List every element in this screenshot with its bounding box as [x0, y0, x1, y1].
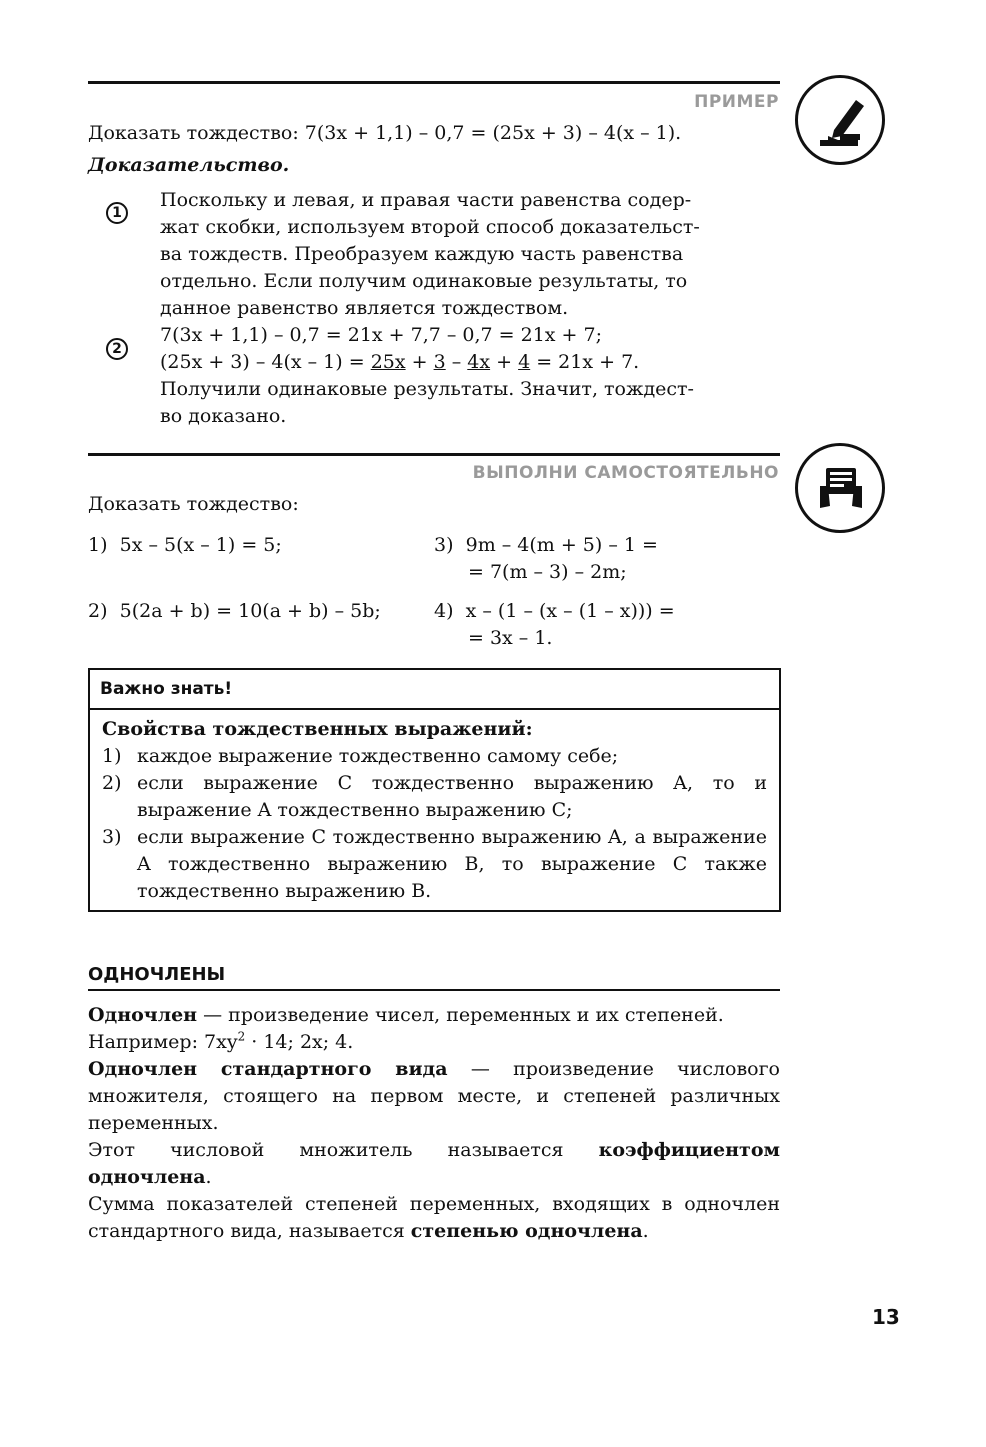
important-item [102, 743, 767, 770]
section-heading-rule [88, 989, 780, 991]
underlined-term: 3 [433, 351, 446, 373]
step-2-mark: 2 [106, 338, 128, 360]
exercise-expression: x – (1 – (x – (1 – x))) = [465, 600, 675, 622]
operator: + [490, 351, 519, 373]
operator: – [445, 351, 468, 373]
important-item [102, 770, 767, 824]
step-1-line: жат скобки, используем второй способ доказательст- [160, 216, 700, 238]
exercise-2 [88, 598, 381, 625]
underlined-term: 4x [467, 351, 491, 373]
definition-text: — произведение чисел, переменных и их степеней. [197, 1004, 724, 1026]
exercise-expression: 5x – 5(x – 1) = 5; [119, 534, 282, 556]
item-text: если выражение C тождественно выражению A, а выражение A тождественно выражению B, то выражение C также тождественно выражению B. [137, 826, 767, 902]
step-2-line-4: во доказано. [160, 405, 287, 427]
section-heading: ОДНОЧЛЕНЫ [88, 964, 226, 985]
operator: + [405, 351, 434, 373]
selfwork-task: Доказать тождество: [88, 493, 299, 515]
definition-degree [88, 1191, 780, 1245]
step-2-line-3: Получили одинаковые результаты. Значит, тождест- [160, 378, 694, 400]
important-item [102, 824, 767, 905]
item-number: 2) [102, 772, 122, 794]
example-text: · 14; 2x; 4. [245, 1031, 354, 1053]
proof-label: Доказательство. [88, 154, 290, 176]
term: Одночлен [88, 1004, 198, 1026]
exercise-expression: 9m – 4(m + 5) – 1 = [465, 534, 658, 556]
exercise-number: 2) [88, 600, 108, 622]
example-text: Например: 7xy [88, 1031, 238, 1053]
step-1-text [160, 187, 768, 322]
step-1-mark: 1 [106, 202, 128, 224]
step-2-line-1: 7(3x + 1,1) – 0,7 = 21x + 7,7 – 0,7 = 21x + 7; [160, 324, 603, 346]
exercise-expression: 5(2a + b) = 10(a + b) – 5b; [119, 600, 381, 622]
step-2-eq-result: = 21x + 7. [530, 351, 640, 373]
definition-standard-form [88, 1056, 780, 1137]
step-1-line: данное равенство является тождеством. [160, 297, 569, 319]
pencil-icon [795, 75, 885, 165]
step-2-text [160, 322, 768, 430]
important-title: Свойства тождественных выражений: [102, 718, 533, 740]
item-number: 1) [102, 745, 122, 767]
tablet-hands-icon [795, 443, 885, 533]
exercise-number: 1) [88, 534, 108, 556]
monomial-example [88, 1029, 780, 1056]
term: коэффициентом одночлена [88, 1139, 780, 1188]
important-box [88, 668, 781, 912]
step-2-line-2 [160, 349, 768, 376]
step-2-eq-lhs: (25x + 3) – 4(x – 1) = [160, 351, 371, 373]
item-number: 3) [102, 826, 122, 848]
exercise-3 [434, 532, 658, 559]
selfwork-tag: ВЫПОЛНИ САМОСТОЯТЕЛЬНО [472, 463, 779, 483]
page-number: 13 [872, 1305, 900, 1329]
term: Одночлен стандартного вида [88, 1058, 448, 1080]
example-tag: ПРИМЕР [694, 92, 779, 112]
step-1-line: ва тождеств. Преобразуем каждую часть равенства [160, 243, 684, 265]
definition-text: Этот числовой множитель называется [88, 1139, 599, 1161]
punctuation: . [642, 1220, 649, 1242]
definition-text: Сумма показателей степеней переменных, входящих в одночлен стандартного вида, называется [88, 1193, 780, 1242]
item-text: каждое выражение тождественно самому себе; [137, 745, 619, 767]
definition-text: — произведение числового множителя, стоящего на первом месте, и степеней различных переменных. [88, 1058, 781, 1134]
exponent: 2 [237, 1029, 246, 1044]
important-header: Важно знать! [90, 670, 779, 710]
exercise-number: 3) [434, 534, 454, 556]
punctuation: . [205, 1166, 212, 1188]
definition-coefficient [88, 1137, 780, 1191]
underlined-term: 25x [370, 351, 406, 373]
selfwork-top-rule [88, 453, 780, 456]
example-top-rule [88, 81, 780, 84]
example-task: Доказать тождество: 7(3x + 1,1) – 0,7 = (25x + 3) – 4(x – 1). [88, 122, 682, 144]
item-text: если выражение C тождественно выражению A, то и выражение A тождественно выражению C; [137, 772, 767, 821]
exercise-4-continued: = 3x – 1. [468, 627, 553, 649]
important-body [90, 710, 779, 905]
exercise-3-continued: = 7(m – 3) – 2m; [468, 561, 627, 583]
definition-monomial [88, 1002, 780, 1029]
exercise-1 [88, 532, 282, 559]
term: степенью одночлена [410, 1220, 643, 1242]
underlined-term: 4 [518, 351, 531, 373]
exercise-number: 4) [434, 600, 454, 622]
step-1-line: отдельно. Если получим одинаковые результаты, то [160, 270, 688, 292]
step-1-line: Поскольку и левая, и правая части равенства содер- [160, 189, 692, 211]
exercise-4 [434, 598, 675, 625]
